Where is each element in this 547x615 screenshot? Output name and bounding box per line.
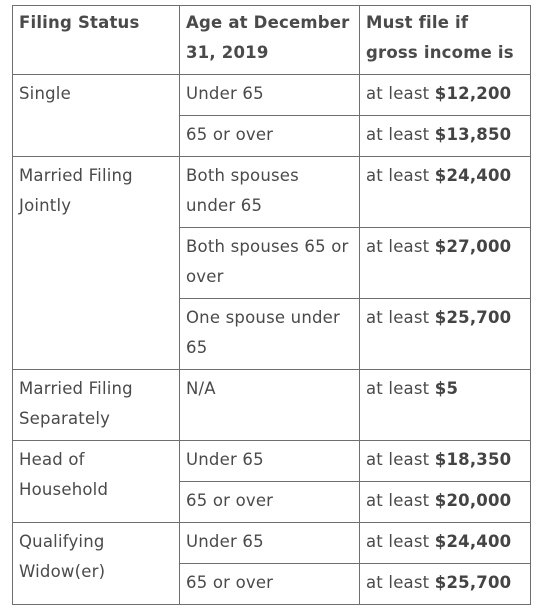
age-cell: One spouse under 65 [180,299,360,370]
income-amount: $24,400 [434,166,512,185]
income-amount: $24,400 [434,532,512,551]
income-prefix: at least [366,84,430,103]
table-row [13,75,531,116]
income-prefix: at least [366,379,430,398]
income-prefix: at least [366,125,430,144]
filing-requirements-table [12,5,531,605]
income-amount: $13,850 [434,125,512,144]
income-cell [360,370,531,441]
income-cell [360,299,531,370]
income-prefix: at least [366,532,430,551]
filing-status-cell: Head of Household [13,441,180,523]
filing-status-cell: Qualifying Widow(er) [13,523,180,605]
income-prefix: at least [366,166,430,185]
filing-status-cell: Single [13,75,180,157]
age-cell: Both spouses under 65 [180,157,360,228]
age-cell: Both spouses 65 or over [180,228,360,299]
header-row [13,6,531,75]
table-row [13,370,531,441]
income-amount: $5 [434,379,459,398]
filing-status-cell: Married Filing Jointly [13,157,180,370]
income-amount: $25,700 [434,573,512,592]
age-cell: N/A [180,370,360,441]
income-amount: $20,000 [434,491,512,510]
age-cell: 65 or over [180,116,360,157]
income-cell [360,116,531,157]
income-amount: $18,350 [434,450,512,469]
income-amount: $27,000 [434,237,512,256]
table-row [13,441,531,482]
age-cell: 65 or over [180,564,360,605]
age-cell: 65 or over [180,482,360,523]
income-prefix: at least [366,237,430,256]
income-prefix: at least [366,491,430,510]
table-row [13,523,531,564]
income-amount: $12,200 [434,84,512,103]
income-prefix: at least [366,573,430,592]
header-age: Age at December 31, 2019 [180,6,360,75]
header-filing-status: Filing Status [13,6,180,75]
age-cell: Under 65 [180,75,360,116]
income-prefix: at least [366,308,430,327]
income-amount: $25,700 [434,308,512,327]
income-cell [360,228,531,299]
income-cell [360,564,531,605]
header-must-file: Must file if gross income is [360,6,531,75]
income-cell [360,75,531,116]
age-cell: Under 65 [180,523,360,564]
table-row [13,157,531,228]
income-cell [360,441,531,482]
income-cell [360,157,531,228]
income-cell [360,523,531,564]
filing-status-cell: Married Filing Separately [13,370,180,441]
income-cell [360,482,531,523]
income-prefix: at least [366,450,430,469]
age-cell: Under 65 [180,441,360,482]
